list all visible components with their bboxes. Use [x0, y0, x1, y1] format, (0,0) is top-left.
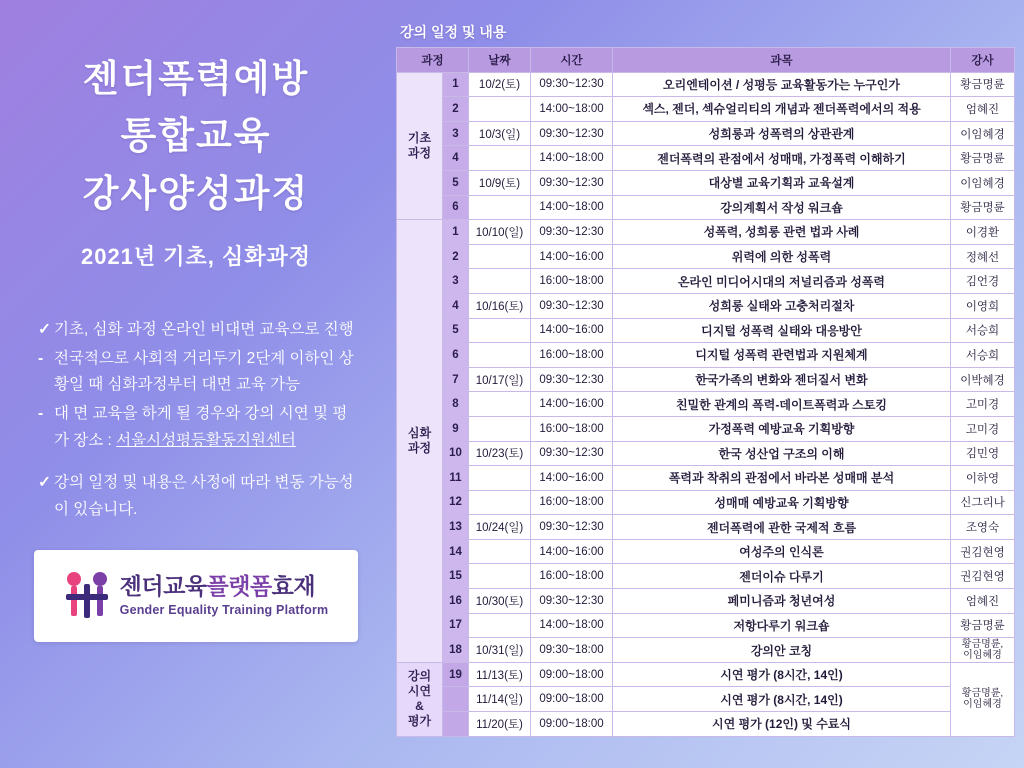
row-no: 15	[443, 564, 469, 589]
group-label-line-4: 평가	[407, 714, 432, 729]
row-time: 09:00~18:00	[531, 662, 613, 687]
table-row	[397, 712, 1015, 737]
note-text: 기초, 심화 과정 온라인 비대면 교육으로 진행	[54, 321, 354, 339]
note-marker: ✓	[38, 474, 51, 492]
row-instructor: 황금명륜, 이임혜경	[951, 662, 1015, 736]
row-time: 14:00~16:00	[531, 392, 613, 417]
row-instructor: 엄혜진	[951, 589, 1015, 614]
row-date	[469, 466, 531, 491]
row-time: 09:30~18:00	[531, 638, 613, 663]
logo-part-3: 효재	[271, 573, 316, 600]
row-instructor: 황금명륜	[951, 195, 1015, 220]
row-instructor: 황금명륜, 이임혜경	[951, 638, 1015, 663]
row-date	[469, 416, 531, 441]
table-row	[397, 343, 1015, 368]
platform-logo-icon	[64, 570, 110, 622]
row-subject: 섹스, 젠더, 섹슈얼리티의 개념과 젠더폭력에서의 적용	[613, 97, 951, 122]
row-date	[469, 269, 531, 294]
row-no: 2	[443, 244, 469, 269]
row-no: 3	[443, 121, 469, 146]
row-subject: 한국가족의 변화와 젠더질서 변화	[613, 367, 951, 392]
row-date	[469, 244, 531, 269]
page-subtitle: 2021년 기초, 심화과정	[80, 244, 312, 270]
table-row	[397, 662, 1015, 687]
row-date: 10/9(토)	[469, 170, 531, 195]
group-label-line-2: 과정	[407, 441, 432, 455]
row-time: 09:30~12:30	[531, 170, 613, 195]
row-instructor: 이박혜경	[951, 367, 1015, 392]
row-no: 5	[443, 170, 469, 195]
column-header-time: 시간	[531, 48, 613, 73]
row-instructor: 이하영	[951, 466, 1015, 491]
row-time: 14:00~18:00	[531, 97, 613, 122]
schedule-panel	[392, 0, 1024, 768]
row-subject: 폭력과 착취의 관점에서 바라본 성매매 분석	[613, 466, 951, 491]
row-subject: 젠더이슈 다루기	[613, 564, 951, 589]
row-subject: 페미니즘과 청년여성	[613, 589, 951, 614]
row-subject: 강의계획서 작성 워크숍	[613, 195, 951, 220]
row-no: 4	[443, 293, 469, 318]
row-subject: 저항다루기 워크숍	[613, 613, 951, 638]
table-header	[397, 48, 1015, 73]
row-subject: 디지털 성폭력 관련법과 지원체계	[613, 343, 951, 368]
note-text: 대 면 교육을 하게 될 경우와 강의 시연 및 평가 장소 : 서울시성평등활동지원센터	[54, 405, 348, 449]
row-time: 16:00~18:00	[531, 343, 613, 368]
row-instructor: 황금명륜	[951, 613, 1015, 638]
row-date	[469, 318, 531, 343]
organization-logo	[34, 550, 358, 642]
row-instructor: 조영숙	[951, 515, 1015, 540]
table-row	[397, 441, 1015, 466]
row-time: 09:30~12:30	[531, 121, 613, 146]
row-date: 10/24(일)	[469, 515, 531, 540]
column-header-subject: 과목	[613, 48, 951, 73]
row-date: 10/31(일)	[469, 638, 531, 663]
table-row	[397, 146, 1015, 171]
row-no: 9	[443, 416, 469, 441]
table-row	[397, 638, 1015, 663]
row-date	[469, 97, 531, 122]
row-no: 11	[443, 466, 469, 491]
note-marker: -	[38, 405, 44, 422]
table-row	[397, 589, 1015, 614]
row-subject: 시연 평가 (8시간, 14인)	[613, 687, 951, 712]
row-date	[469, 195, 531, 220]
row-time: 14:00~16:00	[531, 318, 613, 343]
row-time: 09:30~12:30	[531, 367, 613, 392]
row-subject: 가정폭력 예방교육 기획방향	[613, 416, 951, 441]
row-subject: 시연 평가 (12인) 및 수료식	[613, 712, 951, 737]
table-row	[397, 515, 1015, 540]
row-subject: 대상별 교육기획과 교육설계	[613, 170, 951, 195]
table-row	[397, 687, 1015, 712]
page-title-line-1: 젠더폭력예방	[82, 58, 310, 99]
row-instructor: 서승희	[951, 318, 1015, 343]
row-date: 10/2(토)	[469, 72, 531, 97]
row-no	[443, 687, 469, 712]
row-subject: 젠더폭력에 관한 국제적 흐름	[613, 515, 951, 540]
row-no: 10	[443, 441, 469, 466]
row-time: 14:00~16:00	[531, 244, 613, 269]
logo-part-2: 플랫폼	[206, 573, 272, 600]
row-no: 14	[443, 539, 469, 564]
row-date	[469, 490, 531, 515]
group-label-line-2: 과정	[407, 145, 432, 160]
row-time: 14:00~16:00	[531, 466, 613, 491]
row-instructor: 신그리나	[951, 490, 1015, 515]
table-row	[397, 416, 1015, 441]
table-row	[397, 195, 1015, 220]
note-venue-link: 서울시성평등활동지원센터	[116, 431, 296, 449]
row-date	[469, 146, 531, 171]
row-date: 10/3(일)	[469, 121, 531, 146]
row-time: 09:30~12:30	[531, 589, 613, 614]
note-item	[38, 317, 362, 344]
group-label-basic	[397, 72, 443, 220]
row-time: 14:00~16:00	[531, 539, 613, 564]
row-instructor: 이영희	[951, 293, 1015, 318]
group-label-advanced	[397, 220, 443, 663]
logo-sub-text: Gender Equality Training Platform	[119, 602, 329, 617]
table-row	[397, 244, 1015, 269]
row-time: 16:00~18:00	[531, 416, 613, 441]
column-header-course: 과정	[397, 48, 469, 73]
row-subject: 성희롱 실태와 고충처리절차	[613, 293, 951, 318]
row-instructor: 권김현영	[951, 564, 1015, 589]
title-block	[24, 50, 368, 222]
row-date: 11/13(토)	[469, 662, 531, 687]
table-row	[397, 490, 1015, 515]
row-no: 1	[443, 72, 469, 97]
row-time: 09:30~12:30	[531, 515, 613, 540]
row-instructor: 이임혜경	[951, 170, 1015, 195]
row-subject: 시연 평가 (8시간, 14인)	[613, 662, 951, 687]
page-title-line-2: 통합교육	[120, 115, 272, 157]
logo-text-block	[120, 574, 329, 616]
row-no: 2	[443, 97, 469, 122]
row-subject: 디지털 성폭력 실태와 대응방안	[613, 318, 951, 343]
row-date: 10/10(일)	[469, 220, 531, 245]
row-date	[469, 539, 531, 564]
row-instructor: 김민영	[951, 441, 1015, 466]
row-no: 13	[443, 515, 469, 540]
table-row	[397, 72, 1015, 97]
row-date	[469, 564, 531, 589]
row-date: 11/14(일)	[469, 687, 531, 712]
row-no: 5	[443, 318, 469, 343]
table-row	[397, 392, 1015, 417]
row-date: 11/20(토)	[469, 712, 531, 737]
schedule-caption: 강의 일정 및 내용	[400, 24, 507, 40]
group-label-line-1: 기초	[407, 130, 432, 145]
row-instructor: 이임혜경	[951, 121, 1015, 146]
row-time: 09:00~18:00	[531, 687, 613, 712]
row-time: 16:00~18:00	[531, 564, 613, 589]
row-no	[443, 712, 469, 737]
row-time: 14:00~18:00	[531, 195, 613, 220]
row-date	[469, 343, 531, 368]
row-time: 09:00~18:00	[531, 712, 613, 737]
row-no: 6	[443, 195, 469, 220]
page-title-line-3: 강사양성과정	[82, 172, 310, 214]
row-no: 18	[443, 638, 469, 663]
row-instructor: 서승희	[951, 343, 1015, 368]
logo-main-text	[120, 574, 329, 599]
row-instructor: 엄혜진	[951, 97, 1015, 122]
row-subject: 한국 성산업 구조의 이해	[613, 441, 951, 466]
row-no: 7	[443, 367, 469, 392]
table-row	[397, 269, 1015, 294]
group-label-evaluation	[397, 662, 443, 736]
row-instructor: 고미경	[951, 392, 1015, 417]
schedule-table	[396, 47, 1015, 737]
row-time: 16:00~18:00	[531, 490, 613, 515]
row-time: 14:00~18:00	[531, 613, 613, 638]
table-row	[397, 564, 1015, 589]
group-label-line-1: 심화	[407, 426, 432, 440]
row-subject: 오리엔테이션 / 성평등 교육활동가는 누구인가	[613, 72, 951, 97]
row-no: 4	[443, 146, 469, 171]
note-text: 전국적으로 사회적 거리두기 2단계 이하인 상황일 때 심화과정부터 대면 교육 가능	[54, 349, 354, 394]
row-no: 1	[443, 220, 469, 245]
table-row	[397, 613, 1015, 638]
row-subject: 강의안 코칭	[613, 638, 951, 663]
table-row	[397, 367, 1015, 392]
row-date	[469, 613, 531, 638]
row-time: 09:30~12:30	[531, 293, 613, 318]
row-date: 10/17(일)	[469, 367, 531, 392]
row-subject: 여성주의 인식론	[613, 539, 951, 564]
row-no: 19	[443, 662, 469, 687]
row-subject: 온라인 미디어시대의 저널리즘과 성폭력	[613, 269, 951, 294]
column-header-instructor: 강사	[951, 48, 1015, 73]
table-row	[397, 220, 1015, 245]
row-subject: 성매매 예방교육 기획방향	[613, 490, 951, 515]
table-row	[397, 539, 1015, 564]
note-item	[38, 401, 362, 454]
row-time: 16:00~18:00	[531, 269, 613, 294]
note-text: 강의 일정 및 내용은 사정에 따라 변동 가능성이 있습니다.	[54, 474, 354, 518]
row-date: 10/16(토)	[469, 293, 531, 318]
left-info-panel	[0, 0, 392, 768]
row-subject: 성폭력, 성희롱 관련 법과 사례	[613, 220, 951, 245]
row-date: 10/23(토)	[469, 441, 531, 466]
row-no: 16	[443, 589, 469, 614]
group-label-line-1: 강의	[407, 669, 432, 684]
row-instructor: 권김현영	[951, 539, 1015, 564]
table-row	[397, 121, 1015, 146]
row-date: 10/30(토)	[469, 589, 531, 614]
group-label-line-2: 시연	[407, 684, 432, 699]
row-time: 09:30~12:30	[531, 72, 613, 97]
row-no: 6	[443, 343, 469, 368]
table-row	[397, 318, 1015, 343]
row-instructor: 황금명륜	[951, 146, 1015, 171]
row-instructor: 황금명륜	[951, 72, 1015, 97]
logo-part-1: 젠더교육	[119, 573, 207, 600]
row-instructor: 김언경	[951, 269, 1015, 294]
row-time: 09:30~12:30	[531, 220, 613, 245]
table-row	[397, 466, 1015, 491]
note-item	[38, 470, 362, 523]
row-subject: 성희롱과 성폭력의 상관관계	[613, 121, 951, 146]
row-time: 09:30~12:30	[531, 441, 613, 466]
group-label-line-3: &	[415, 699, 424, 714]
row-date	[469, 392, 531, 417]
row-instructor: 정혜선	[951, 244, 1015, 269]
row-instructor: 이경환	[951, 220, 1015, 245]
row-no: 17	[443, 613, 469, 638]
row-no: 12	[443, 490, 469, 515]
note-marker: -	[38, 349, 44, 367]
table-header-row	[397, 48, 1015, 73]
notes-list	[24, 317, 368, 526]
row-subject: 친밀한 관계의 폭력-데이트폭력과 스토킹	[613, 392, 951, 417]
table-row	[397, 97, 1015, 122]
column-header-date: 날짜	[469, 48, 531, 73]
table-body	[397, 72, 1015, 736]
row-time: 14:00~18:00	[531, 146, 613, 171]
row-instructor: 고미경	[951, 416, 1015, 441]
row-no: 3	[443, 269, 469, 294]
table-row	[397, 170, 1015, 195]
note-item	[38, 346, 362, 399]
note-marker: ✓	[38, 321, 51, 339]
table-row	[397, 293, 1015, 318]
row-subject: 젠더폭력의 관점에서 성매매, 가정폭력 이해하기	[613, 146, 951, 171]
note-spacer	[38, 456, 362, 470]
row-subject: 위력에 의한 성폭력	[613, 244, 951, 269]
row-no: 8	[443, 392, 469, 417]
